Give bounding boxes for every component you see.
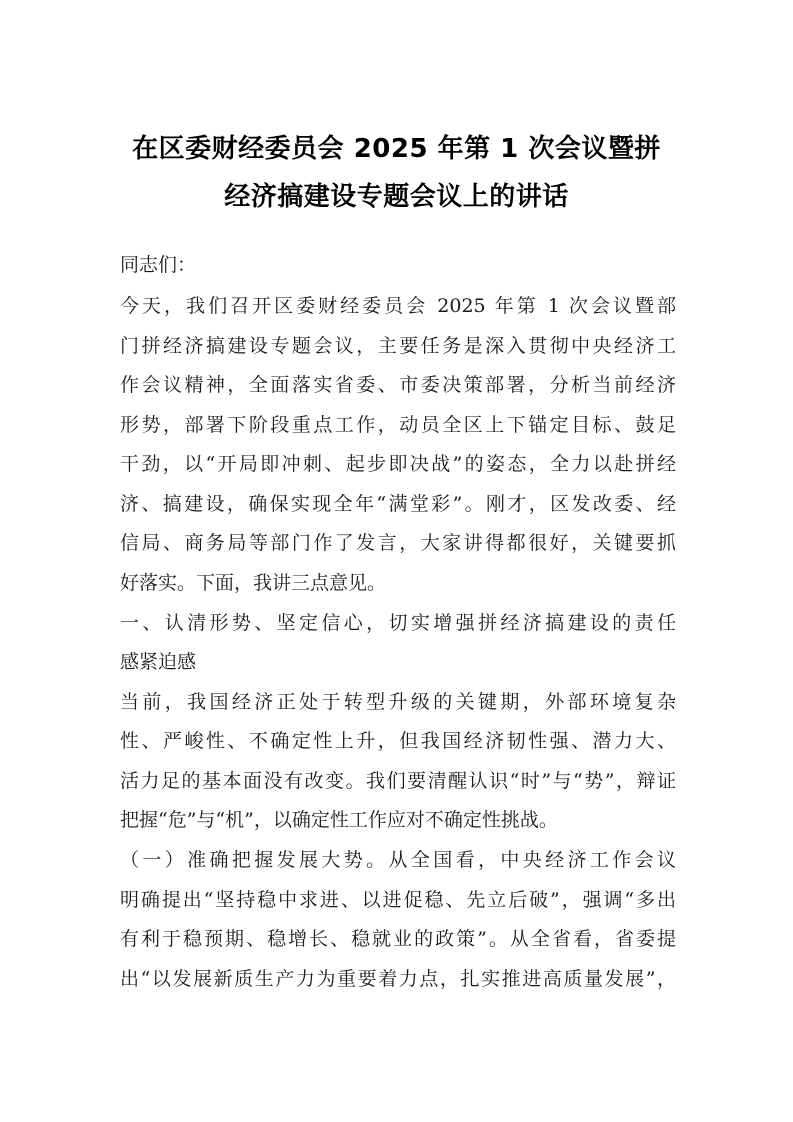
paragraph-line: 把握“危”与“机”，以确定性工作应对不确定性挑战。	[120, 809, 558, 831]
paragraph-line: 性、严峻性、不确定性上升，但我国经济韧性强、潜力大、	[120, 730, 676, 752]
paragraph-line: 形势，部署下阶段重点工作，动员全区上下锚定目标、鼓足	[120, 414, 676, 436]
paragraph-line: 活力足的基本面没有改变。我们要清醒认识“时”与“势”，辩证	[120, 770, 676, 792]
paragraph-line: 当前，我国经济正处于转型升级的关键期，外部环境复杂	[120, 691, 676, 713]
salutation: 同志们：	[120, 254, 197, 276]
paragraph-line: （一）准确把握发展大势。从全国看，中央经济工作会议	[120, 849, 676, 871]
paragraph-line: 出“以发展新质生产力为重要着力点，扎实推进高质量发展”，	[120, 968, 676, 990]
document-title-line-2: 经济搞建设专题会议上的讲话	[224, 182, 569, 212]
paragraph-line: 好落实。下面，我讲三点意见。	[120, 572, 387, 594]
paragraph-line: 今天，我们召开区委财经委员会 2025 年第 1 次会议暨部	[120, 295, 676, 317]
paragraph-line: 信局、商务局等部门作了发言，大家讲得都很好，关键要抓	[120, 532, 676, 554]
paragraph-line: 干劲，以“开局即冲刺、起步即决战”的姿态，全力以赴拼经	[120, 453, 676, 475]
paragraph-line: 济、搞建设，确保实现全年“满堂彩”。刚才，区发改委、经	[120, 493, 676, 515]
paragraph-line: 门拼经济搞建设专题会议，主要任务是深入贯彻中央经济工	[120, 335, 676, 357]
section-heading-line: 一、认清形势、坚定信心，切实增强拼经济搞建设的责任	[120, 612, 676, 634]
paragraph-line: 明确提出“坚持稳中求进、以进促稳、先立后破”，强调“多出	[120, 889, 676, 911]
section-heading-line: 感紧迫感	[120, 651, 197, 673]
paragraph-line: 作会议精神，全面落实省委、市委决策部署，分析当前经济	[120, 374, 676, 396]
paragraph-line: 有利于稳预期、稳增长、稳就业的政策”。从全省看，省委提	[120, 928, 676, 950]
document-title-line-1: 在区委财经委员会 2025 年第 1 次会议暨拼	[132, 134, 661, 164]
